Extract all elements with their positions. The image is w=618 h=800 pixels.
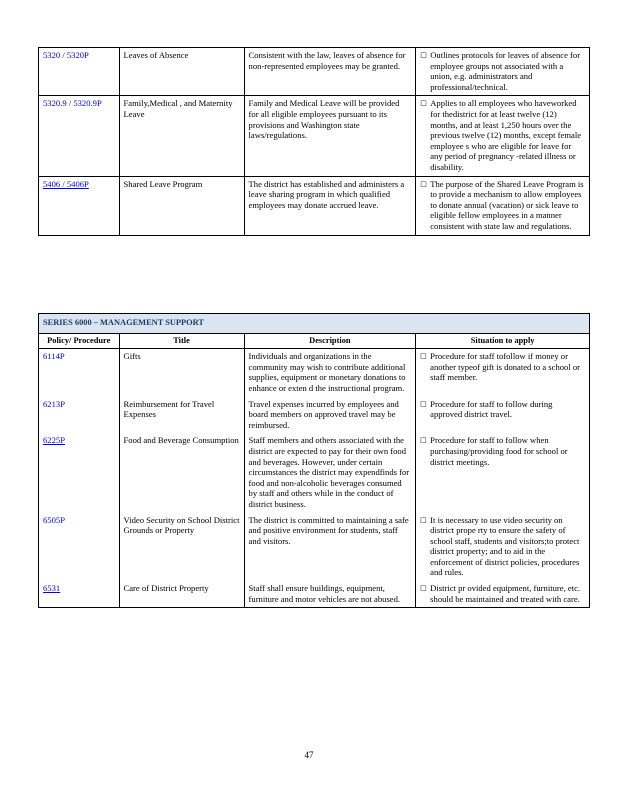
policy-title: Gifts xyxy=(119,349,244,397)
checkbox-bullet-icon: □ xyxy=(420,584,427,593)
policy-cell xyxy=(39,581,120,608)
policy-table-series-5000 xyxy=(38,47,590,236)
situation-cell xyxy=(416,581,590,608)
policy-description: The district is committed to maintaining a safe and positive environment for students, staff and visitors. xyxy=(244,513,416,582)
policy-link[interactable]: 6114P xyxy=(43,351,65,362)
policy-link[interactable]: 6505P xyxy=(43,514,65,525)
policy-description: Staff shall ensure buildings, equipment, furniture and motor vehicles are not abused. xyxy=(244,581,416,608)
policy-link[interactable]: 6213P xyxy=(43,398,65,409)
policy-title: Video Security on School District Grounds or Property xyxy=(119,513,244,582)
series-header-row xyxy=(39,314,590,334)
policy-cell xyxy=(39,433,120,512)
checkbox-bullet-icon: □ xyxy=(420,179,427,188)
page-number: 47 xyxy=(304,750,314,760)
policy-cell xyxy=(39,513,120,582)
situation-text: The purpose of the Shared Leave Program is to provide a mechanism to allow employees to donate annual (vacation) or sick leave to eligible fellow employees in a manner consistent with state law and regulations. xyxy=(430,178,584,231)
situation-text: District pr ovided equipment, furniture, etc. should be maintained and treated with care. xyxy=(430,583,581,604)
policy-link[interactable]: 5320 / 5320P xyxy=(43,50,89,60)
header-situation: Situation to apply xyxy=(416,333,590,349)
situation-text: Procedure for staff tofollow if money or another typeof gift is donated to a school or staff member. xyxy=(430,351,581,383)
table-row xyxy=(39,48,590,96)
policy-title: Reimbursement for Travel Expenses xyxy=(119,397,244,434)
policy-cell xyxy=(39,176,120,235)
checkbox-bullet-icon: □ xyxy=(420,515,427,524)
policy-cell xyxy=(39,96,120,176)
table-row xyxy=(39,513,590,582)
situation-cell xyxy=(416,96,590,176)
table-row xyxy=(39,581,590,608)
table-row xyxy=(39,433,590,512)
policy-title: Family,Medical , and Maternity Leave xyxy=(119,96,244,176)
policy-description: Family and Medical Leave will be provided for all eligible employees pursuant to its provisions and Washington state laws/regulations. xyxy=(244,96,416,176)
situation-text: It is necessary to use video security on district prope rty to ensure the safety of school staff, students and visitors;to protect district property; and to aid in the enforcement of district policies, procedures and rules. xyxy=(430,514,580,578)
policy-link[interactable]: 5406 / 5406P xyxy=(43,178,89,189)
situation-cell xyxy=(416,176,590,235)
checkbox-bullet-icon: □ xyxy=(420,436,427,445)
policy-description: Staff members and others associated with the district are expected to pay for their own food and beverages. However, under certain circumstances the district may expendfinds for food and non-alcoholic beverages consumed by staff and others while in the conduct of district business. xyxy=(244,433,416,512)
checkbox-bullet-icon: □ xyxy=(420,399,427,408)
policy-description: Travel expenses incurred by employees and board members on approved travel may be reimbursed. xyxy=(244,397,416,434)
situation-cell xyxy=(416,433,590,512)
policy-title: Shared Leave Program xyxy=(119,176,244,235)
situation-text: Procedure for staff to follow when purchasing/providing food for school or district meetings. xyxy=(430,435,568,467)
policy-link[interactable]: 6531 xyxy=(43,583,61,594)
checkbox-bullet-icon: □ xyxy=(420,51,427,59)
table-row xyxy=(39,176,590,235)
header-description: Description xyxy=(244,333,416,349)
checkbox-bullet-icon: □ xyxy=(420,99,427,108)
situation-cell xyxy=(416,48,590,96)
policy-description: Individuals and organizations in the community may wish to contribute additional supplies, equipment or monetary donations to enhance or exten d the instructional program. xyxy=(244,349,416,397)
policy-cell xyxy=(39,397,120,434)
situation-cell xyxy=(416,349,590,397)
policy-title: Food and Beverage Consumption xyxy=(119,433,244,512)
situation-cell xyxy=(416,397,590,434)
policy-link[interactable]: 6225P xyxy=(43,435,65,446)
series-title: SERIES 6000 – MANAGEMENT SUPPORT xyxy=(39,314,590,334)
policy-title: Leaves of Absence xyxy=(119,48,244,96)
situation-text: Outlines protocols for leaves of absence for employee groups not associated with a union, e.g. administrators and professional/technical. xyxy=(430,50,581,92)
policy-table-series-6000 xyxy=(38,313,590,608)
situation-text: Procedure for staff to follow during approved district travel. xyxy=(430,398,553,420)
header-title: Title xyxy=(119,333,244,349)
policy-link[interactable]: 5320.9 / 5320.9P xyxy=(43,98,102,109)
table-row xyxy=(39,397,590,434)
table-row xyxy=(39,349,590,397)
table-row xyxy=(39,96,590,176)
column-header-row xyxy=(39,333,590,349)
policy-cell xyxy=(39,349,120,397)
policy-description: The district has established and administers a leave sharing program in which qualified employees may donate accrued leave. xyxy=(244,176,416,235)
checkbox-bullet-icon: □ xyxy=(420,352,427,361)
situation-text: Applies to all employees who haveworked for thedistrict for at least twelve (12) months, and at least 1,250 hours over the previous twelve (12) months, except female employee s who are eligible for leave for any period of pregnancy -related illness or disability. xyxy=(430,98,582,172)
header-policy: Policy/ Procedure xyxy=(39,333,120,349)
policy-title: Care of District Property xyxy=(119,581,244,608)
situation-cell xyxy=(416,513,590,582)
policy-description: Consistent with the law, leaves of absence for non-represented employees may be granted. xyxy=(244,48,416,96)
policy-cell xyxy=(39,48,120,96)
